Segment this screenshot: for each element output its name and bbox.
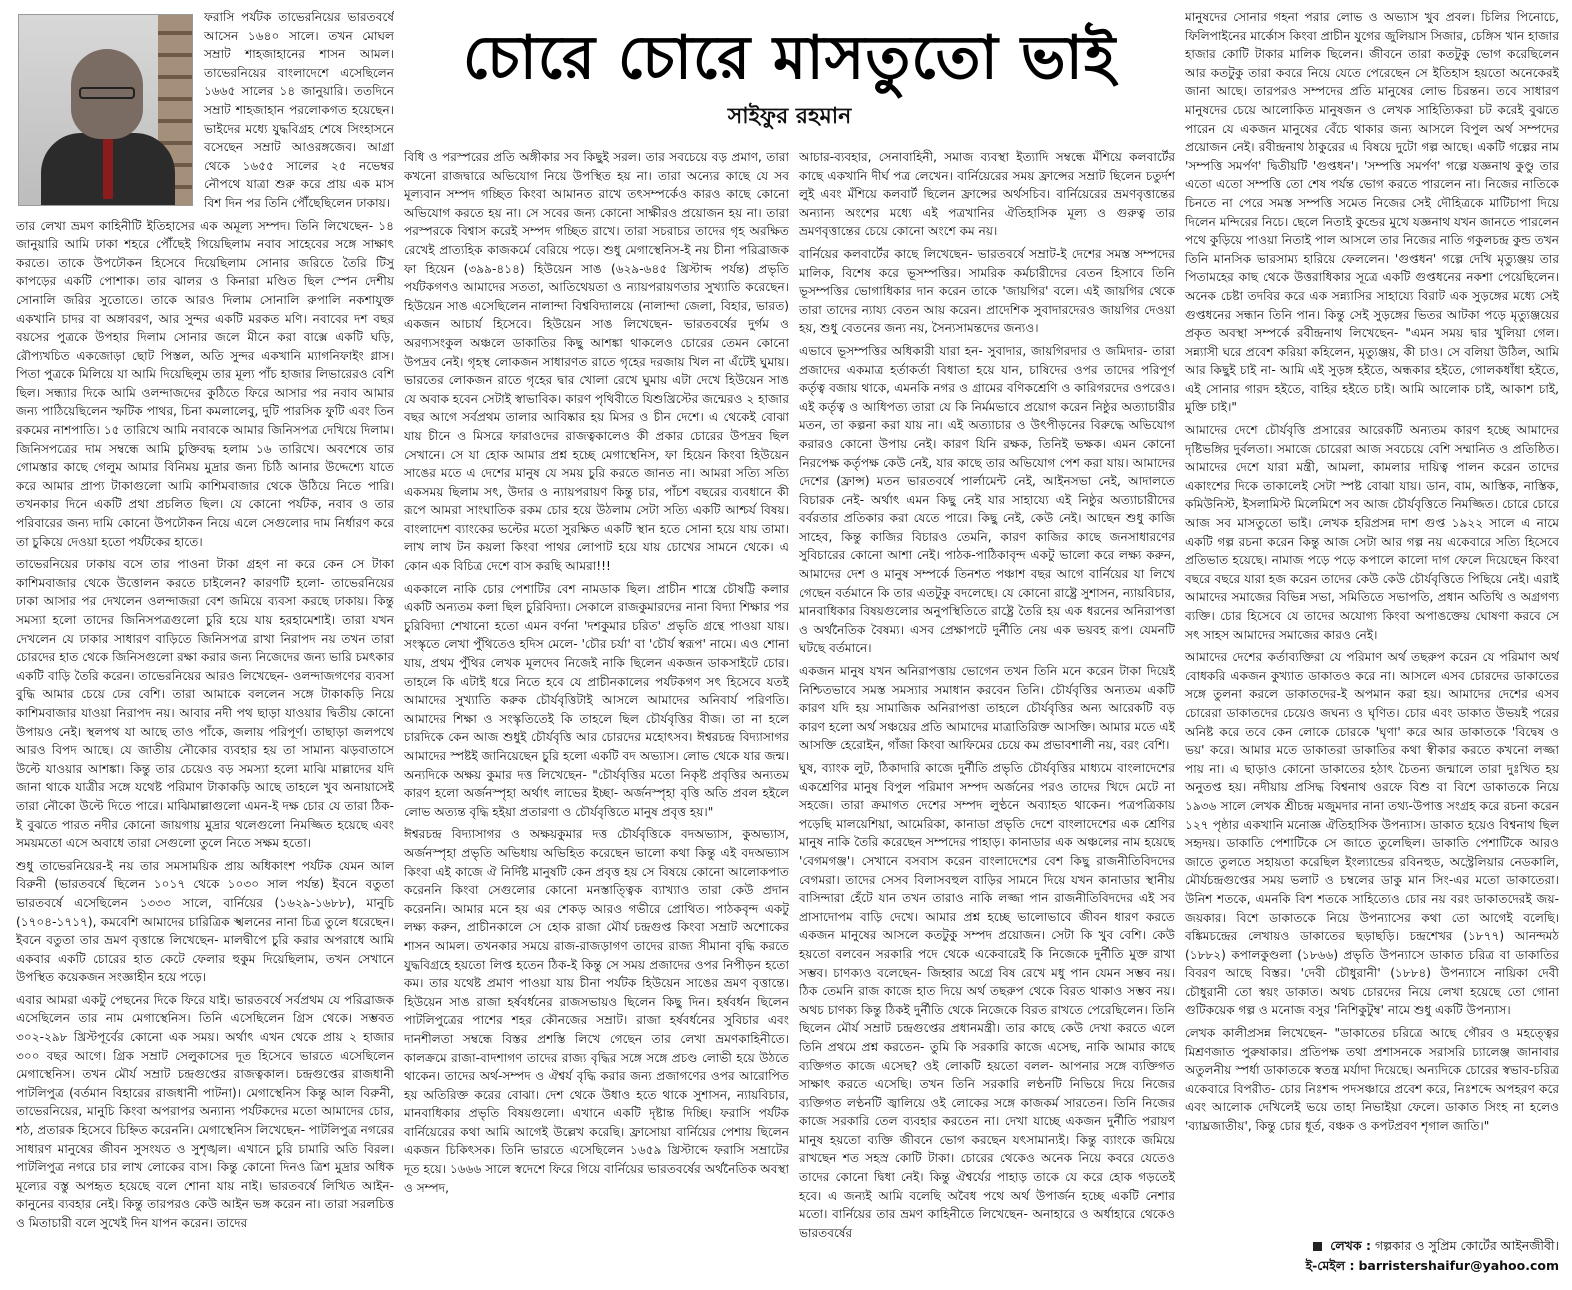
paragraph: শুধু তাভেরনিয়ের-ই নয় তার সমসাময়িক প্রায় অধিকাংশ পর্যটক যেমন আল বিরুনী (ভারতবর্ষে ছিলেন ১০১৭ থেকে ১০৩০ সাল পর্যন্ত) ইবনে বতুতা ভারতবর্ষে এসেছিলেন ১৩৩৩ সালে, বার্নিয়ের (১৬২৯-১৬৮৮), মানুচি (১৭০৪-১৭১৭), কমবেশি আমাদের চারিত্রিক স্খলনের নানা চিত্র তুলে ধরেছেন। ইবনে বতুতা তার ভ্রমণ বৃত্তান্তে লিখেছেন- মালদ্বীপে চুরি করার অপরাধে আমি একবার একটি চোরের হাত কেটে ফেলার হুকুম দিয়েছিলাম, তখন সেখানে উপস্থিত কয়েকজন সংজ্ঞাহীন হয়ে পড়ে। — [16, 858, 394, 985]
square-bullet-icon — [1313, 1242, 1322, 1251]
article-column-1 — [16, 8, 394, 1284]
article-column-3 — [799, 148, 1175, 1284]
paragraph: এককালে নাকি চোর পেশাটির বেশ নামডাক ছিল। প্রাচীন শাস্ত্রে চৌষট্টি কলার একটি অন্যতম কলা ছিল চুরিবিদ্যা। সেকালে রাজকুমারদের নানা বিদ্যা শিক্ষার পর চুরিবিদ্যা শেখানো হতো এমন বর্ণনা 'দশকুমার চরিত' প্রভৃতি গ্রন্থে পাওয়া যায়। সংস্কৃতে লেখা পুঁথিতেও হদিস মেলে- 'চৌর চর্যা' বা 'চৌর্য স্বরূপ' নামে। এও শোনা যায়, প্রথম পুঁথির লেখক মূলদেব নিজেই নাকি ছিলেন একজন ডাকসাইটে চোর। তাহলে কি এটাই ধরে নিতে হবে যে প্রাচীনকালের পর্যটকগণ সৎ হিসেবে যতই আমাদের সুখ্যাতি করুক চৌর্যবৃত্তিটাই আসলে আমাদের অনিবার্য পরিণতি। আমাদের শিক্ষা ও সংস্কৃতিতেই কি তাহলে ছিল চৌর্যবৃত্তির বীজ। তা না হলে চারদিকে কেন আজ শুধুই চৌর্যবৃত্তি আর চোরদের মহোৎসব। ঈশ্বরচন্দ্র বিদ্যাসাগর আমাদের স্পষ্টই জানিয়েছেন চুরি হলো একটি বদ অভ্যাস। লোভ থেকে যার জন্ম। অন্যদিকে অক্ষয় কুমার দত্ত লিখেছেন- "চৌর্যবৃত্তির মতো নিকৃষ্ট প্রবৃত্তির অন্যতম কারণ হলো অর্জনস্পৃহা অর্থাৎ লাভের ইচ্ছা- অর্জনস্পৃহা বৃত্তি অতি প্রবল হইলে লোভ অত্যন্ত বৃদ্ধি হইয়া প্রতারণা ও চৌর্যবৃত্তিতে মানুষ প্রবৃত্ত হয়।" — [404, 581, 789, 819]
paragraph: মানুষদের সোনার গহনা পরার লোভ ও অভ্যাস খুব প্রবল। চিলির পিনোচে, ফিলিপাইনের মার্কোস কিংবা প্রাচীন যুগের জুলিয়াস সিজার, চেঙ্গিস খান হাজার হাজার কোটি টাকার মালিক ছিলেন। জীবনে তারা কতটুকু ভোগ করেছিলেন আর কতটুকু তারা কবরে নিয়ে যেতে পেরেছেন সে ইতিহাস হয়তো অনেকেরই জানা আছে। তারপরও সম্পদের প্রতি মানুষের লোভ চিরন্তন। তবে সাধারণ মানুষদের চেয়ে আলোকিত মানুষজন ও লেখক সাহিত্যিকরা চট করেই বুঝতে পারেন যে একজন মানুষের বেঁচে থাকার জন্য আসলে বিপুল অর্থ সম্পদের প্রয়োজন নেই। রবীন্দ্রনাথ ঠাকুরের এ বিষয়ে দুটো গল্প আছে। একটি গল্পের নাম 'সম্পত্তি সমর্পণ' দ্বিতীয়টি 'গুপ্তধন'। 'সম্পত্তি সমর্পণ' গল্পে যজ্ঞনাথ কুণ্ডু তার এতো এতো সম্পত্তি তো শেষ পর্যন্ত ভোগ করতে পারলেন না। নিজের নাতিকে চিনতে না পেরে সমস্ত সম্পত্তি সমেত নিজের সেই দৌহিত্রকে মাটিচাপা দিয়ে দিলেন মন্দিরের নিচে। ছেলে নিতাই কুন্ডের মুখে যজ্ঞনাথ যখন জানতে পারলেন পথে কুড়িয়ে পাওয়া নিতাই পাল আসলে তার নিজের নাতি গকুলচন্দ্র কুন্ড তখন তিনি মানসিক ভারসাম্য হারিয়ে ফেললেন। 'গুপ্তধন' গল্পে দেখি মৃত্যুঞ্জয় তার পিতামহের কাছ থেকে উত্তরাধিকার সূত্রে একটি গুপ্তধনের নকশা পেয়েছিলেন। অনেক চেষ্টা তদবির করে এক সন্ন্যাসির সাহায্যে বিরাট এক সুড়ঙ্গের মধ্যে সেই গুপ্তধনের সন্ধান তিনি পান। কিন্তু সেই সুড়ঙ্গের ভিতর আটকা পড়ে মৃত্যুঞ্জয়ের প্রকৃত অবস্থা সম্পর্কে রবীন্দ্রনাথ লিখেছেন- "এমন সময় দ্বার খুলিয়া গেল। সন্ন্যাসী ঘরে প্রবেশ করিয়া কহিলেন, মৃত্যুঞ্জয়, কী চাও। সে বলিয়া উঠিল, আমি আর কিছুই চাই না- আমি এই সুড়ঙ্গ হইতে, অন্ধকার হইতে, গোলকধাঁধা হইতে, এই সোনার গারদ হইতে, বাহির হইতে চাই। আমি আলোক চাই, আকাশ চাই, মুক্তি চাই।" — [1185, 10, 1559, 415]
email-address[interactable]: barristershaifur@yahoo.com — [1358, 1258, 1559, 1273]
email-label: ই-মেইল : — [1305, 1258, 1355, 1273]
paragraph: এভাবে ভূসম্পত্তির অধিকারী যারা হন- সুবাদার, জায়গিরদার ও জমিদার- তারা প্রজাদের একমাত্র হর্তাকর্তা বিধাতা হয়ে যান, চাষিদের ওপর তাদের পরিপূর্ণ কর্তৃত্ব বজায় থাকে, এমনকি নগর ও গ্রামের বণিকশ্রেণি ও কারিগরদের ওপরেও। এই কর্তৃত্ব ও আধিপত্য তারা যে কি নির্মমভাবে প্রয়োগ করেন নিষ্ঠুর অত্যাচারীর মতন, তা কল্পনা করা যায় না। এই অত্যাচার ও উৎপীড়নের বিরুদ্ধে অভিযোগ করারও কোনো উপায় নেই। কারণ যিনি রক্ষক, তিনিই ভক্ষক। এমন কোনো নিরপেক্ষ কর্তৃপক্ষ কেউ নেই, যার কাছে তার অভিযোগ পেশ করা যায়। আমাদের দেশের (ফ্রান্স) মতন ভারতবর্ষে পার্লামেন্ট নেই, আইনসভা নেই, আদালতে বিচারক নেই- অর্থাৎ এমন কিছু নেই যার সাহায্যে এই নিষ্ঠুর অত্যাচারীদের বর্বরতার প্রতিকার করা যেতে পারে। কিছু নেই, কেউ নেই। আছেন শুধু কাজি সাহেব, কিন্তু কাজির বিচারও তেমনি, কারণ কাজির কাছে জনসাধারণের সুবিচারের কোনো আশা নেই। পাঠক-পাঠিকাবৃন্দ একটু ভালো করে লক্ষ্য করুন, আমাদের দেশ ও মানুষ সম্পর্কে তিনশত পঞ্চাশ বছর আগে বার্নিয়ের যা লিখে গেছেন বর্তমানে কি তার এতটুকু বদলেছে। যে কোনো রাষ্ট্রে সুশাসন, ন্যায়বিচার, মানবাধিকার বিষয়গুলোর অনুপস্থিতিতে রাষ্ট্রে তৈরি হয় এক ধরনের অনিরাপত্তা ও অর্থনৈতিক বৈষম্য। এসব প্রেক্ষাপটে দুর্নীতি নেয় এক ভয়বহ রূপ। যেমনটি ঘটছে বর্তমানে। — [799, 343, 1175, 656]
paragraph: একজন মানুষ যখন অনিরাপত্তায় ভোগেন তখন তিনি মনে করেন টাকা দিয়েই নিশ্চিতভাবে সমস্ত সমস্যার সমাধান করবেন তিনি। চৌর্যবৃত্তির অন্যতম একটি কারণ যদি হয় সামাজিক অনিরাপত্তা তাহলে চৌর্যবৃত্তির অন্য আরেকটি বড় কারণ হলো অর্থ সঞ্চয়ের প্রতি আমাদের মাত্রাতিরিক্ত আসক্তি। আমার মতে এই আসক্তি হেরোইন, গাঁজা কিংবা আফিমের চেয়ে কম প্রভাবশালী নয়, বরং বেশি। — [799, 664, 1175, 753]
author-label: লেখক : — [1330, 1238, 1371, 1253]
paragraph: লেখক কালীপ্রসন্ন লিখেছেন- "ডাকাতের চরিত্রে আছে গৌরব ও মহত্ত্বের মিশ্রণজাত পুরুষাকার। প্রতিপক্ষ তথা প্রশাসনকে সরাসরি চ্যালেঞ্জ জানাবার অতুলনীয় স্পর্ধা ডাকাতকে স্বতন্ত্র মর্যাদা দিয়েছে। অন্যদিকে চোরের স্বভাব-চরিত্র একেবারে বিপরীত- চোর নিঃশব্দ পদসঞ্চারে প্রবেশ করে, নিঃশব্দে অপহরণ করে এবং আলোক দেখিলেই ভয়ে তাহা নিভাইয়া ফেলে। ডাকাত সিংহ না হলেও 'ব্যাঘ্রজাতীয়', কিন্তু চোর ধূর্ত, বঞ্চক ও কপটপ্রবণ শৃগাল জাতি।" — [1185, 1026, 1559, 1134]
article-column-4 — [1185, 8, 1559, 1284]
headline: চোরে চোরে মাসতুতো ভাই — [462, 23, 1117, 93]
column-1-body — [16, 217, 394, 1233]
author-description: গল্পকার ও সুপ্রিম কোর্টের আইনজীবী। — [1374, 1238, 1559, 1253]
paragraph: বার্নিয়ের কলবার্টের কাছে লিখেছেন- ভারতবর্ষে সম্রাট-ই দেশের সমস্ত সম্পদের মালিক, বিশেষ করে ভূসম্পত্তির। সামরিক কর্মচারীদের বেতন হিসাবে তিনি ভূসম্পত্তির ভোগাধিকার দান করেন তাকে 'জায়গির' বলে। এই জায়গির থেকে তারা তাদের ন্যায্য বেতন আয় করেন। প্রাদেশিক সুবাদারদেরও জায়গির দেওয়া হয়, শুধু বেতনের জন্য নয়, সৈন্যসামন্তদের জন্যও। — [799, 246, 1175, 336]
byline: সাইফুর রহমান — [727, 104, 852, 129]
author-line — [1185, 1236, 1559, 1256]
paragraph: তাভেরনিয়ের ঢাকায় বসে তার পাওনা টাকা গ্রহণ না করে কেন সে টাকা কাশিমবাজার থেকে উত্তোলন করতে চাইলেন? কারণটি হলো- তাভেরনিয়ের ঢাকা আসার পর দেখলেন ওলন্দাজরা বেশ জমিয়ে ব্যবসা করছে ঢাকায়। কিন্তু সমস্যা হলো তাদের জিনিসপত্রগুলো চুরি হয়ে যায় হরহামেশাই। তারা যখন দেখলেন যে ঢাকার সাধারণ বাড়িতে জিনিসপত্র রাখা নিরাপদ নয় তখন তারা চোরদের হাত থেকে জিনিসগুলো রক্ষা করার জন্য নিজেদের জন্য ভারি চমৎকার একটি বাড়ি তৈরি করেন। তাভেরনিয়ের আরও লিখেছেন- ওলন্দাজগণের ব্যবসা বুদ্ধি আমার চেয়ে ঢের বেশি। তারা আমাকে বললেন সঙ্গে টাকাকড়ি নিয়ে কাশিমবাজার যাওয়া নিরাপদ নয়। আবার নদী পথ ছাড়া যাওয়ার দ্বিতীয় কোনো উপায়ও নেই। স্থলপথ যা আছে তাও পাঁকে, জলায় পরিপূর্ণ। তাছাড়া জলপথে আরও বিপদ আছে। যে জাতীয় নৌকোর ব্যবহার হয় তা সামান্য ঝড়বাতাসে উল্টে যাওয়ার আশঙ্কা। কিন্তু তার চেয়েও বড় সমস্যা হলো মাঝি মাল্লাদের যদি জানা থাকে যাত্রীর সঙ্গে যথেষ্ট পরিমাণ টাকাকড়ি আছে তাহলে খুব অনায়াসেই তারা নৌকো উল্টে দিতে পারে। মাঝিমাল্লাগুলো এমন-ই দক্ষ চোর যে তারা ঠিক-ই বুঝতে পারত নদীর কোনো জায়গায় মুদ্রার থলেগুলো নিমজ্জিত হয়েছে এবং সময়মতো এসে অবাধে তারা সেগুলো তুলে নিতে সক্ষম হতো। — [16, 557, 394, 851]
email-line — [1185, 1256, 1559, 1276]
intro-beside-photo — [204, 8, 394, 213]
paragraph: আচার-ব্যবহার, সেনাবাহিনী, সমাজ ব্যবস্থা ইত্যাদি সম্বন্ধে মঁশিয়ে কলবার্টের কাছে একখানি দীর্ঘ পত্র লেখেন। বার্নিয়েরের সময় ফ্রান্সের সম্রাট ছিলেন চতুর্দশ লুই এবং মঁশিয়ে কলবার্ট ছিলেন ফ্রান্সের অর্থসচিব। বার্নিয়েরের ভ্রমণবৃত্তান্তের অন্যান্য অংশের মধ্যে এই পত্রখানির ঐতিহাসিক মূল্য ও গুরুত্ব তার ভ্রমণবৃত্তান্তের চেয়ে কোনো অংশে কম নয়। — [799, 150, 1175, 239]
article-column-2 — [404, 148, 789, 1284]
paragraph: এবার আমরা একটু পেছনের দিকে ফিরে যাই। ভারতবর্ষে সর্বপ্রথম যে পরিব্রাজক এসেছিলেন তার নাম মেগাস্থেনিস। তিনি এসেছিলেন গ্রিস থেকে। সম্ভবত ৩০২-২৯৮ খ্রিস্টপূর্বের কোনো এক সময়। অর্থাৎ এখন থেকে প্রায় ২ হাজার ৩০০ বছর আগে। গ্রিক সম্রাট সেলুকাসের দূত হিসেবে ভারতে এসেছিলেন মেগাস্থেনিস। তখন মৌর্য সম্রাট চন্দ্রগুপ্তের রাজত্বকাল। চন্দ্রগুপ্তের রাজধানী পাটলিপুত্র (বর্তমান বিহারের রাজধানী পাটনা)। মেগাস্থেনিস কিন্তু আল বিরুনী, তাভেরনিয়ের, মানুচি কিংবা অপরাপর অন্যান্য পর্যটকদের মতো আমাদের চোর, শঠ, প্রতারক হিসেবে চিহ্নিত করেননি। মেগাস্থেনিস লিখেছেন- পাটলিপুত্র নগরের সাধারণ মানুষের জীবন সুসংযত ও সুশৃঙ্খল। এখানে চুরি চামারি অতি বিরল। পাটলিপুত্র নগরে চার লাখ লোকের বাস। কিন্তু কোনো দিনও ত্রিশ মুদ্রার অধিক মূল্যের বস্তু অপহৃত হয়েছে বলে শোনা যায় নাই। ভারতবর্ষে লিখিত আইন-কানুনের ব্যবহার নেই। কিন্তু তারপরও কেউ আইন ভঙ্গ করেন না। তারা সরলচিত্ত ও মিতাচারী বলে সুখেই দিন যাপন করেন। তাদের — [16, 992, 394, 1230]
paragraph: ফরাসি পর্যটক তাভেরনিয়ের ভারতবর্ষে আসেন ১৬৪০ সালে। তখন মোঘল সম্রাট শাহজাহানের শাসন আমল। তাভেরনিয়ের বাংলাদেশে এসেছিলেন ১৬৬৫ সালের ১৪ জানুয়ারি। ততদিনে সম্রাট শাহজাহান পরলোকগত হয়েছেন। ভাইদের মধ্যে যুদ্ধবিগ্রহ শেষে সিংহাসনে বসেছেন সম্রাট আওরঙ্গজেব। আগ্রা থেকে ১৬৫৫ সালের ২৫ নভেম্বর নৌপথে যাত্রা শুরু করে প্রায় এক মাস বিশ দিন পর তিনি পৌঁছেছিলেন ঢাকায়। — [204, 10, 394, 210]
headline-block — [404, 8, 1175, 146]
paragraph: ঈশ্বরচন্দ্র বিদ্যাসাগর ও অক্ষয়কুমার দত্ত চৌর্যবৃত্তিকে বদঅভ্যাস, কুঅভ্যাস, অর্জনস্পৃহা প্রভৃতি অভিধায় অভিহিত করেছেন ভালো কথা কিন্তু এই বদঅভ্যাস কিংবা এই কাজে ঐ নির্দিষ্ট মানুষটি কেন প্রবৃত্ত হয় সে বিষয়ে কোনো আলোকপাত করেননি কিংবা সেগুলোর কোনো মনস্তাত্ত্বিক ব্যাখ্যাও তারা কেউ প্রদান করেননি। আমার মনে হয় এর শেকড় আরও গভীরে প্রোথিত। পাঠকবৃন্দ একটু লক্ষ্য করুন, প্রাচীনকালে সে হোক রাজা মৌর্য চন্দ্রগুপ্ত কিংবা সম্রাট অশোকের শাসন আমল। তখনকার সময়ে রাজ-রাজড়াগণ তাদের রাজ্য সীমানা বৃদ্ধি করতে যুদ্ধবিগ্রহে হয়তো লিপ্ত হতেন ঠিক-ই কিন্তু সে সময় প্রজাদের ওপর নিপীড়ন হতো কম। তার যথেষ্ট প্রমাণ পাওয়া যায় চীনা পর্যটক হিউয়েন সাঙের ভ্রমণ বৃত্তান্তে। হিউয়েন সাঙ রাজা হর্ষবর্ধনের রাজসভায়ও ছিলেন কিছু দিন। হর্ষবর্ধন ছিলেন পাটলিপুত্রের পাশের শহর কৌনজের সম্রাট। রাজা হর্ষবর্ধনের সুবিচার এবং দানশীলতা সম্বন্ধে বিস্তর প্রশস্তি লিখে গেছেন তার লেখা ভ্রমণকাহিনীতে। কালক্রমে রাজা-বাদশাগণ তাদের রাজ্য বৃদ্ধির সঙ্গে সঙ্গে প্রচণ্ড লোভী হয়ে উঠতে থাকেন। তাদের অর্থ-সম্পদ ও ঐশ্বর্য বৃদ্ধি করার জন্য প্রজাগণের ওপর আরোপিত হয় অতিরিক্ত করের বোঝা। দেশ থেকে উধাও হতে থাকে সুশাসন, ন্যায়বিচার, মানবাধিকার প্রভৃতি বিষয়গুলো। এখানে একটি দৃষ্টান্ত দিচ্ছি। ফরাসি পর্যটক বার্নিয়েরের কথা আমি আগেই উল্লেখ করেছি। ফ্রাসোয়া বার্নিয়ের পেশায় ছিলেন একজন চিকিৎসক। তিনি ভারতে এসেছিলেন ১৬৫৯ খ্রিস্টাব্দে ফরাসি সম্রাটের দূত হয়ে। ১৬৬৬ সালে স্বদেশে ফিরে গিয়ে বার্নিয়ের ভারতবর্ষের অর্থনৈতিক অবস্থা ও সম্পদ, — [404, 827, 789, 1195]
paragraph: ঘুষ, ব্যাংক লুট, ঠিকাদারি কাজে দুর্নীতি প্রভৃতি চৌর্যবৃত্তির মাধ্যমে বাংলাদেশের একশ্রেণির মানুষ বিপুল পরিমাণ সম্পদ অর্জনের পরও তাদের খিদে মেটে না সহজে। তারা ক্রমাগত দেশের সম্পদ লুণ্ঠনে অব্যাহত থাকেন। পত্রপত্রিকায় পড়েছি মালয়েশিয়া, আমেরিকা, কানাডা প্রভৃতি দেশে বাংলাদেশের এক শ্রেণির মানুষ নাকি তৈরি করেছেন সম্পদের পাহাড়। কানাডার এক অঞ্চলের নাম হয়েছে 'বেগমগঞ্জ'। সেখানে বসবাস করেন বাংলাদেশের বেশ কিছু রাজনীতিবিদদের বেগমরা। তাদের সেসব বিলাসবহুল বাড়ির সামনে দিয়ে যখন কানাডার স্থানীয় বাসিন্দারা হেঁটে যান তখন তারাও নাকি লজ্জা পান রাজনীতিবিদদের এই সব প্রাসাদোপম বাড়ি দেখে। আমার প্রশ্ন হচ্ছে ভালোভাবে জীবন ধারণ করতে একজন মানুষের আসলে কতটুকু সম্পদ প্রয়োজন। সেটা কি খুব বেশি। কেউ হয়তো বলবেন সরকারি পদে থেকে একেবারেই কি নিজেকে দুর্নীতি মুক্ত রাখা সম্ভব। চাণক্যও বলেছেন- জিহ্বার অগ্রে বিষ রেখে মধু পান যেমন সম্ভব নয়। ঠিক তেমনি রাজ কাজে হাত দিয়ে অর্থ তছরুপ থেকে বিরত থাকাও সম্ভব নয়। অথচ চাণক্য কিন্তু ঠিকই দুর্নীতি থেকে নিজেকে বিরত রাখতে পেরেছিলেন। তিনি ছিলেন মৌর্য সম্রাট চন্দ্রগুপ্তের প্রধানমন্ত্রী। তার কাছে কেউ দেখা করতে এলে তিনি প্রথমে প্রশ্ন করতেন- তুমি কি সরকারি কাজে এসেছ, নাকি আমার কাছে ব্যক্তিগত কাজে এসেছ? ওই লোকটি হয়তো বলল- আপনার সঙ্গে ব্যক্তিগত সাক্ষাৎ করতে এসেছি। তখন তিনি সরকারি লণ্ঠনটি নিভিয়ে দিয়ে নিজের ব্যক্তিগত লণ্ঠনটি জ্বালিয়ে ওই লোকের সঙ্গে কাজকর্ম সারতেন। তিনি নিজের কাজে সরকারি তেল ব্যবহার করতেন না। দেখা যাচ্ছে একজন দুর্নীতি পরায়ণ মানুষ হয়তো ব্যক্তি জীবনে ভোগ করছেন যৎসামান্যই। কিন্তু ব্যাংকে জমিয়ে রাখছেন শত সহস্র কোটি টাকা। চোরের থেকেও অনেক নিয়ে কবরে যেতেও তাদের কোনো দ্বিধা নেই। কিন্তু ঐশ্বর্যের পাহাড় তাকে যে করে হোক গড়তেই হবে। এ জন্যই আমি বলেছি অবৈধ পথে অর্থ উপার্জন হচ্ছে একটি নেশার মতো। বার্নিয়ের তার ভ্রমণ কাহিনীতে লিখেছেন- অনাহারে ও অর্ধাহারে থেকেও ভারতবর্ষের — [799, 761, 1175, 1240]
paragraph: আমাদের দেশে চৌর্যবৃত্তি প্রসারের আরেকটি অন্যতম কারণ হচ্ছে আমাদের দৃষ্টিভঙ্গির দুর্বলতা। সমাজে চোরেরা আজ সবচেয়ে বেশি সম্মানিত ও প্রতিষ্ঠিত। আমাদের দেশে যারা মন্ত্রী, আমলা, কামলার দায়িত্ব পালন করেন তাদের একাংশের দিকে তাকালেই সেটা স্পষ্ট বোঝা যায়। ডান, বাম, আস্তিক, নাস্তিক, কমিউনিস্ট, ইসলামিস্ট মিলেমিশে সব আজ চৌর্যবৃত্তিতে নিমজ্জিত। চোরে চোরে আজ সব মাসতুতো ভাই। লেখক হরিপ্রসন্ন দাশ গুপ্ত ১৯২২ সালে এ নামে একটি গল্প রচনা করেন কিন্তু আজ সেটা আর গল্প নয় একেবারে সত্যি হিসেবে প্রতিভাত হয়েছে। নামাজ পড়ে পড়ে কপালে কালো দাগ ফেলে দিয়েছেন কিংবা বছরে বছরে যারা হজ করেন তাদের কেউ কেউ চৌর্যবৃত্তিতে পিছিয়ে নেই। এরাই আমাদের সমাজের বিভিন্ন সভা, সমিতিতে সভাপতি, প্রধান অতিথি ও অগ্রগণ্য ব্যক্তি। চোর হিসেবে যে তাদের অযোগ্য কিংবা অপাঙক্তেয় ঘোষণা করবে সে সৎ সাহস আমাদের সমাজের কারও নেই। — [1185, 423, 1559, 642]
paragraph: বিধি ও পরস্পরের প্রতি অঙ্গীকার সব কিছুই সরল। তার সবচেয়ে বড় প্রমাণ, তারা কখনো রাজদ্বারে অভিযোগ নিয়ে উপস্থিত হয় না। তারা অন্যের কাছে যে সব মূল্যবান সম্পদ গচ্ছিত কিংবা আমানত রাখে তৎসম্পর্কেও কারও কাছে কোনো অভিযোগ করতে হয় না। সে সবের জন্য কোনো সাক্ষীরও প্রয়োজন হয় না। তারা পরস্পরকে বিশ্বাস করেই সম্পদ গচ্ছিত রাখে। তারা সচরাচর তাদের গৃহ অরক্ষিত রেখেই প্রাত্যহিক কাজকর্মে বেরিয়ে পড়ে। শুধু মেগাস্থেনিস-ই নয় চীনা পরিব্রাজক ফা হিয়েন (৩৯৯-৪১৪) হিউয়েন সাঙ (৬২৯-৬৪৫ খ্রিস্টাব্দ পর্যন্ত) প্রভৃতি পর্যটকগণও আমাদের সততা, আতিথেয়তা ও ন্যায়পরায়ণতার সুখ্যাতি করেছেন। হিউয়েন সাঙ এসেছিলেন নালান্দা বিশ্ববিদ্যালয়ে (নালান্দা জেলা, বিহার, ভারত) একজন আচার্য হিসেবে। হিউয়েন সাঙ লিখেছেন- ভারতবর্ষের দুর্গম ও অরণ্যসংকুল অঞ্চলে ডাকাতির কিছু আশঙ্কা থাকলেও চোরের তেমন কোনো উপদ্রব নেই। গৃহস্থ লোকজন সাধারণত রাতে গৃহের দরজায় খিল না এঁটেই ঘুমায়। ভারতের লোকজন রাতে গৃহের দ্বার খোলা রেখে ঘুমায় এটা দেখে হিউয়েন সাঙ যে অবাক হবেন সেটাই স্বাভাবিক। কারণ পৃথিবীতে যিশুখ্রিস্টের জন্মেরও ২ হাজার বছর আগে সর্বপ্রথম তালার আবিষ্কার হয় মিসর ও চীন দেশে। এ থেকেই বোঝা যায় চীনে ও মিসরে ফারাওদের রাজত্বকালেও কী প্রকার চোরের উপদ্রব ছিল সেখানে। সে যা হোক আমার প্রশ্ন হচ্ছে মেগাস্থেনিস, ফা হিয়েন কিংবা হিউয়েন সাঙের মতে এ দেশের মানুষ যে সময় চুরি করতে জানত না। আমরা সত্যি সত্যি একসময় ছিলাম সৎ, উদার ও ন্যায়পরায়ণ কিন্তু চার, পাঁচশ বছরের ব্যবধানে কী রূপে আমরা সাংঘাতিক রকম চোর হয়ে উঠলাম সেটা সত্যি একটি আশ্চর্য বিষয়। বাংলাদেশ ব্যাংকের ভল্টের মতো সুরক্ষিত একটি স্থান হতে সোনা হয়ে যায় তামা। লাখ লাখ টন কয়লা কিংবা পাথর লোপাট হয়ে যায় চোখের সামনে থেকে। এ কোন এক বিচিত্র দেশে বাস করছি আমরা!!! — [404, 150, 789, 574]
author-signoff — [1185, 1236, 1559, 1276]
paragraph: আমাদের দেশের কর্তাব্যক্তিরা যে পরিমাণ অর্থ তছরুপ করেন যে পরিমাণ অর্থ বোধকরি একজন কুখ্যাত ডাকাতও করে না। আসলে এসব চোরদের ডাকাতের সঙ্গে তুলনা করলে ডাকাতদের-ই অপমান করা হয়। আমাদের দেশের এসব চোরেরা ডাকাতদের চেয়েও জঘন্য ও ঘৃণিত। চোর এবং ডাকাত উভয়ই পরের অনিষ্ট করে তবে কেন লোকে চোরকে 'ঘৃণা' করে আর ডাকাতকে 'বিদ্বেষ ও ভয়' করে। আমার মতে ডাকাতরা ডাকাতির কথা স্বীকার করতে কখনো লজ্জা পায় না। এ ছাড়াও কোনো ডাকাতের হঠাৎ চৈতন্য জন্মালে তারা দুঃখিত হয় অনুতপ্ত হয়। নদীয়ায় প্রসিদ্ধ বিশ্বনাথ ওরফে বিশু বা বিশে ডাকাতকে নিয়ে ১৯৩৬ সালে লেখক শ্রীচন্দ্র মজুমদার নানা তথ্য-উপাত্ত সংগ্রহ করে রচনা করেন ১২৭ পৃষ্ঠার একখানি মনোজ্ঞ ঐতিহাসিক উপন্যাস। ডাকাত হয়েও বিশ্বনাথ ছিল সহৃদয়। ডাকাতি পেশাটিকে সে জাতে তুলেছিল। ডাকাতি পেশাটিকে আরও জাতে তুলতে সহায়তা করেছিল ইংল্যান্ডের রবিনহুড, অস্ট্রেলিয়ার নেডকালি, মৌর্যচন্দ্রগুপ্তের সময় ভলাট ও চম্বলের ডাকু মান সিং-এর মতো ডাকাতেরা। উনিশ শতকে, এমনকি বিশ শতকে সাহিত্যেও চোর নয় বরং ডাকাতদেরই জয়-জয়কার। বিশে ডাকাতকে নিয়ে উপন্যাসের কথা তো আগেই বলেছি। বঙ্কিমচন্দ্রের লেখায়ও ডাকাতের ছড়াছড়ি। চন্দ্রশেখর (১৮৭৭) আনন্দমঠ (১৮৮২) কপালকুণ্ডলা (১৮৬৬) প্রভৃতি উপন্যাসে ডাকাত চরিত্র বা ডাকাতির বিবরণ আছে বিস্তর। 'দেবী চৌধুরানী' (১৮৮৪) উপন্যাসে নায়িকা দেবী চৌধুরানী তো স্বয়ং ডাকাত। অথচ চোরদের নিয়ে লেখা হয়েছে তো গোনা গুটিকয়েক গল্প ও মনোজ বসুর 'নিশিকুটুম্ব' নামে শুধু একটি উপন্যাস। — [1185, 650, 1559, 1018]
paragraph: তার লেখা ভ্রমণ কাহিনীটি ইতিহাসের এক অমূল্য সম্পদ। তিনি লিখেছেন- ১৪ জানুয়ারি আমি ঢাকা শহরে পৌঁছেই গিয়েছিলাম নবাব সাহেবের সঙ্গে সাক্ষাৎ করতে। তাকে উপঢৌকন হিসেবে দিয়েছিলাম সোনার জরিতে তৈরি টিসু কাপড়ের একটি পোশাক। তার ঝালর ও কিনারা মণ্ডিত ছিল স্পেন দেশীয় সোনালি জরির সুতোতে। তাকে আরও দিলাম সোনালি রুপালি নকশাযুক্ত একখানি চাদর বা অঙ্গাবরণ, আর সুন্দর একটি মরকত মণি। নবাবের দশ বছর বয়সের পুত্রকে উপহার দিলাম সোনার জলে মীনে করা বাক্সে একটি ঘড়ি, রৌপ্যখচিত একজোড়া ছোট পিস্তল, অতি সুন্দর একখানি ম্যাগনিফাইং গ্লাস। পিতা পুত্রকে মিলিয়ে যা আমি দিয়েছিলুম তার মূল্য পাঁচ হাজার লিভারেরও বেশি ছিল। সন্ধ্যার দিকে আমি ওলন্দাজদের কুঠিতে ফিরে আসার পর নবাব আমার জন্য পাঠিয়েছিলেন স্ফটিক পাথর, চিনা কমলালেবু, দুটি পারসিক ফুটি এবং তিন রকমের নাশপাতি। ১৫ তারিখে আমি নবাবকে আমার জিনিসপত্র দেখিয়ে দিলাম। জিনিসপত্রের দাম সম্বন্ধে আমি চুক্তিবদ্ধ হলাম ১৬ তারিখে। অবশেষে তার গোমস্তার কাছে গেলুম আমার বিনিময় মুদ্রার জন্য চিঠি আনার উদ্দেশ্যে যাতে করে আমার প্রাপ্য টাকাগুলো আমি কাশিমবাজার থেকে উঠিয়ে নিতে পারি। তখনকার দিনে একটি প্রথা প্রচলিত ছিল। যে কোনো পর্যটক, নবাব ও তার পরিবারের জন্য দামি কোনো উপঢৌকন নিয়ে এলে সেগুলোর দাম নির্ধারণ করে তা চুকিয়ে দেওয়া হতো পর্যটকের হাতে। — [16, 218, 394, 549]
